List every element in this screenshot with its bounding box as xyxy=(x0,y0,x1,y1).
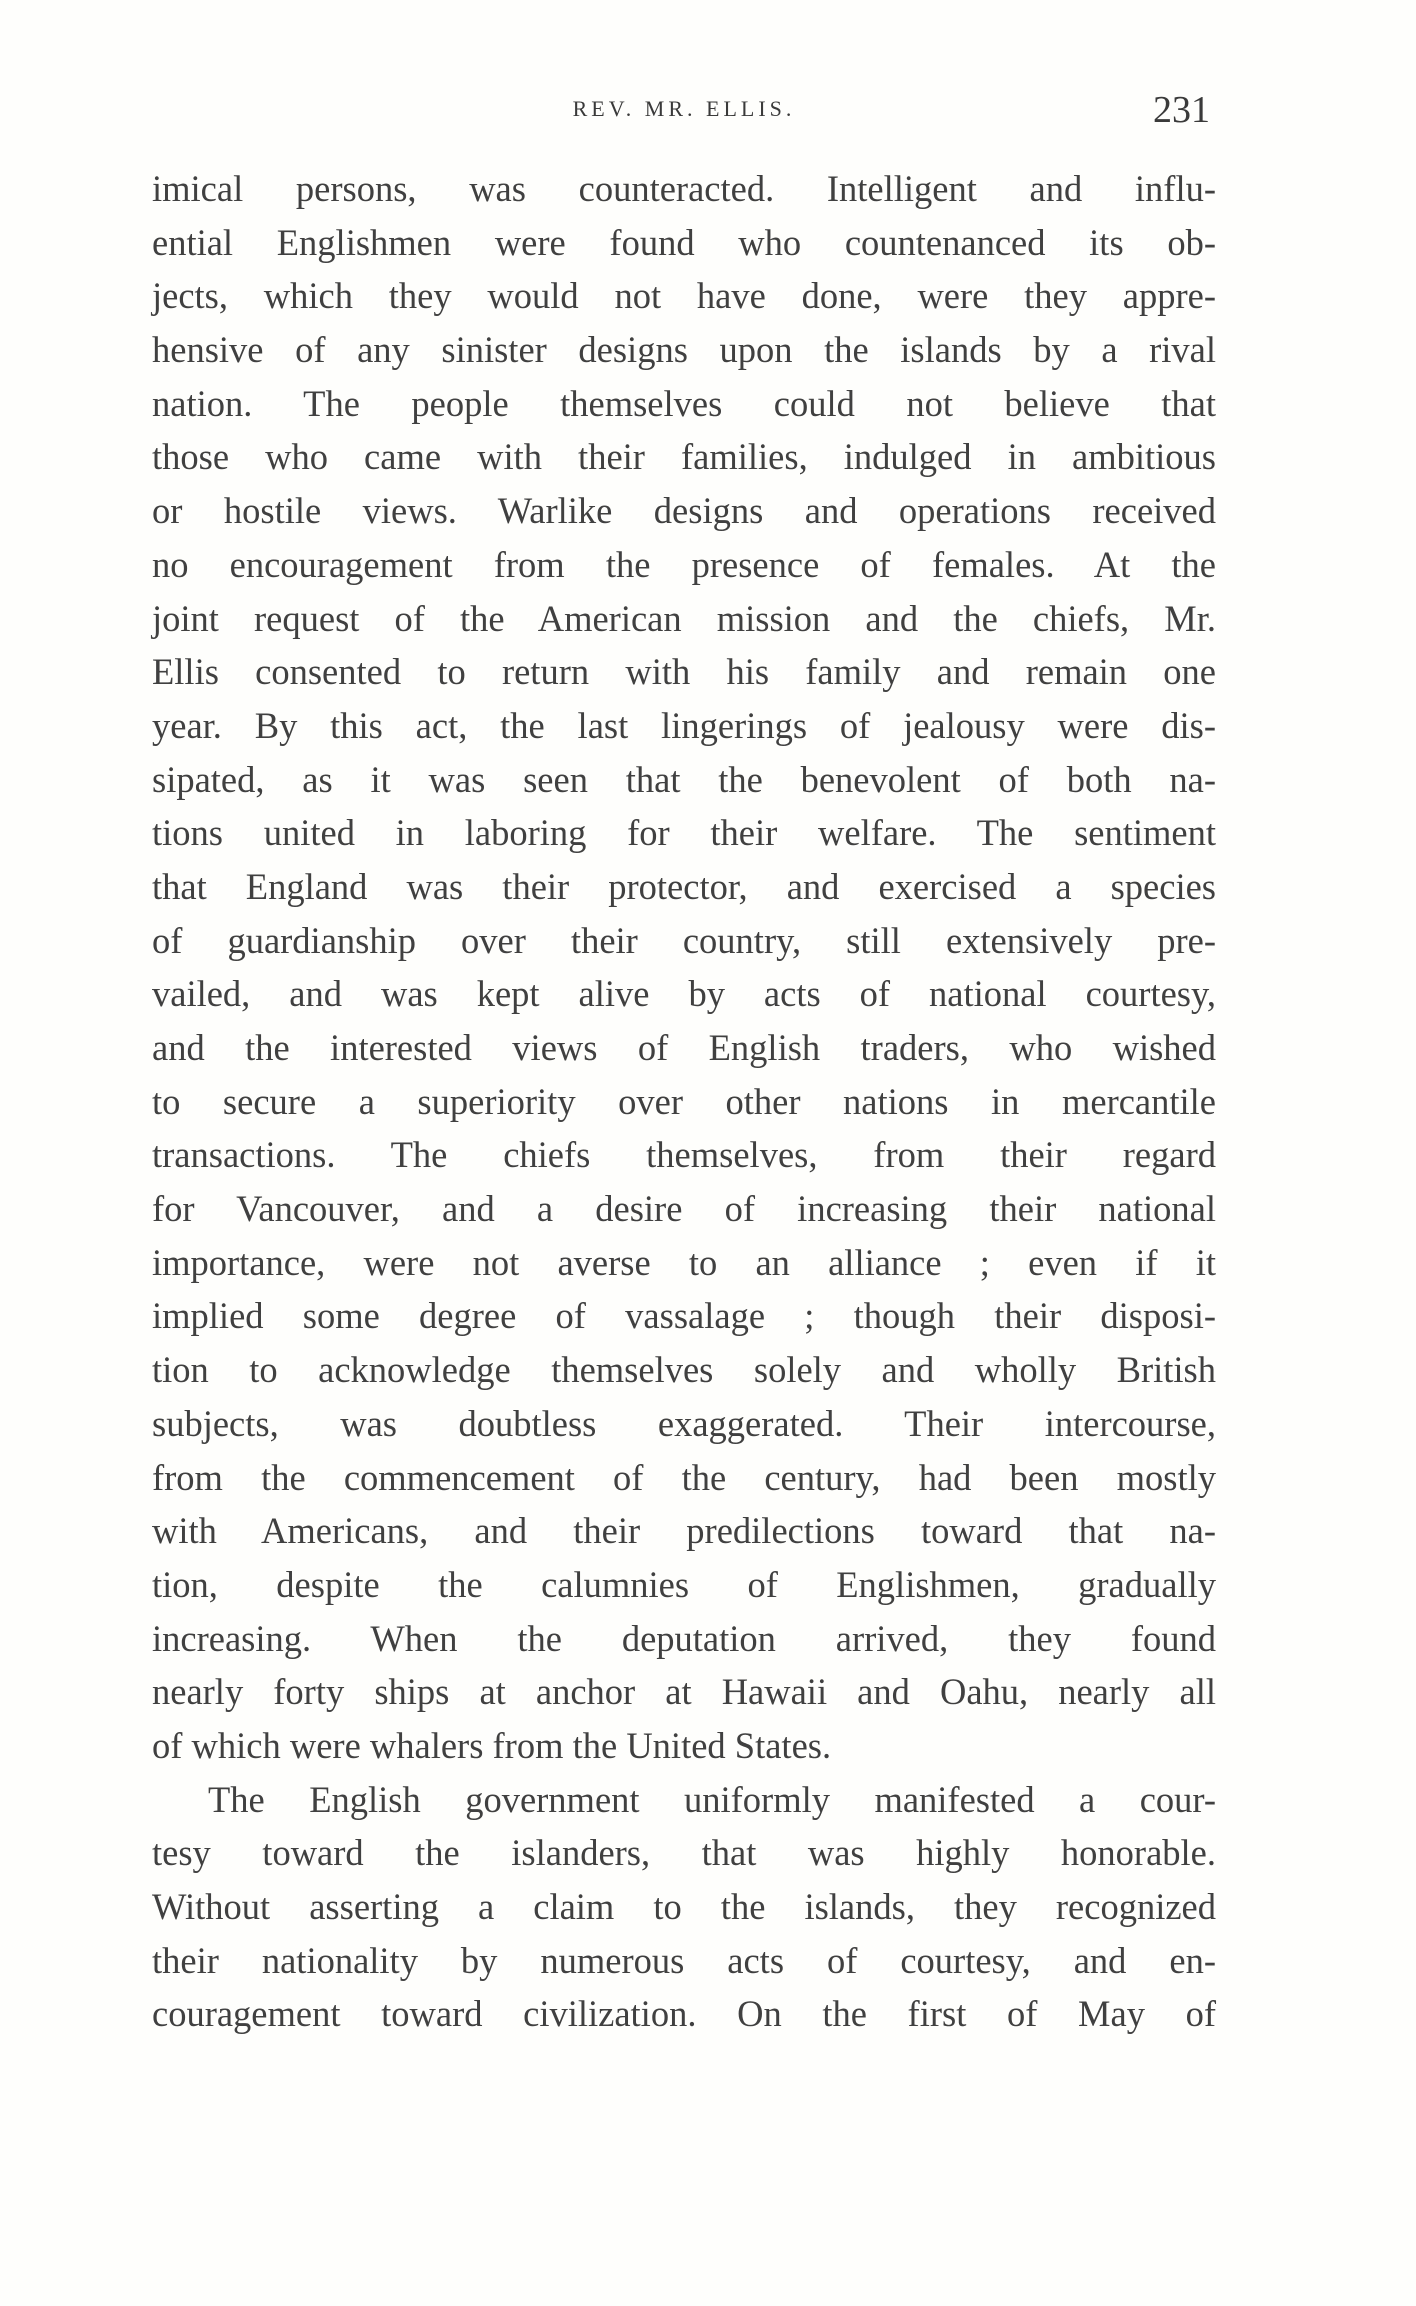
text-line: with Americans, and their predilections toward that na- xyxy=(152,1510,1216,1552)
paragraph xyxy=(152,162,1216,1773)
text-line: Without asserting a claim to the islands, they recognized xyxy=(152,1886,1216,1927)
text-line: and the interested views of English traders, who wished xyxy=(152,1027,1216,1068)
text-line: from the commencement of the century, had been mostly xyxy=(152,1456,1216,1498)
text-line: subjects, was doubtless exaggerated. Their intercourse, xyxy=(152,1402,1216,1444)
text-line: hensive of any sinister designs upon the islands by a rival xyxy=(152,329,1216,371)
text-line: joint request of the American mission and the chiefs, Mr. xyxy=(152,597,1216,639)
text-line: nearly forty ships at anchor at Hawaii and Oahu, nearly all xyxy=(152,1671,1216,1713)
text-line: nation. The people themselves could not believe that xyxy=(152,382,1216,424)
text-line: for Vancouver, and a desire of increasing their national xyxy=(152,1188,1216,1230)
text-line: year. By this act, the last lingerings of jealousy were dis- xyxy=(152,704,1216,746)
running-head xyxy=(152,88,1216,138)
text-line: or hostile views. Warlike designs and operations received xyxy=(152,490,1216,532)
text-line: tion, despite the calumnies of Englishmen, gradually xyxy=(152,1563,1216,1605)
text-line: tions united in laboring for their welfare. The sentiment xyxy=(152,812,1216,854)
text-line: ential Englishmen were found who countenanced its ob- xyxy=(152,221,1216,263)
text-line: no encouragement from the presence of females. At the xyxy=(152,543,1216,585)
text-line: that England was their protector, and exercised a species xyxy=(152,865,1216,907)
text-line: couragement toward civilization. On the first of May of xyxy=(152,1993,1216,2035)
text-line: tion to acknowledge themselves solely and wholly British xyxy=(152,1349,1216,1391)
text-line: Ellis consented to return with his family and remain one xyxy=(152,651,1216,693)
text-line: to secure a superiority over other nations in mercantile xyxy=(152,1080,1216,1122)
text-line: transactions. The chiefs themselves, from their regard xyxy=(152,1134,1216,1176)
text-line: of which were whalers from the United States. xyxy=(152,1724,832,1766)
running-title: REV. MR. ELLIS. xyxy=(572,96,796,121)
paragraph xyxy=(152,1773,1216,2041)
text-line: jects, which they would not have done, were they appre- xyxy=(152,275,1216,317)
text-line: importance, were not averse to an alliance ; even if it xyxy=(152,1241,1216,1283)
text-line: imical persons, was counteracted. Intelligent and influ- xyxy=(152,168,1216,209)
body-text xyxy=(152,162,1216,2041)
text-line: of guardianship over their country, still extensively pre- xyxy=(152,919,1216,961)
page-number: 231 xyxy=(1153,89,1210,131)
text-line: implied some degree of vassalage ; though their disposi- xyxy=(152,1295,1216,1337)
text-line: vailed, and was kept alive by acts of national courtesy, xyxy=(152,973,1216,1015)
text-line: their nationality by numerous acts of courtesy, and en- xyxy=(152,1939,1216,1981)
text-line: those who came with their families, indulged in ambitious xyxy=(152,436,1216,478)
text-line: The English government uniformly manifested a cour- xyxy=(208,1778,1216,1820)
text-line: increasing. When the deputation arrived, they found xyxy=(152,1617,1216,1659)
text-line: sipated, as it was seen that the benevolent of both na- xyxy=(152,758,1216,800)
text-line: tesy toward the islanders, that was highly honorable. xyxy=(152,1832,1216,1874)
